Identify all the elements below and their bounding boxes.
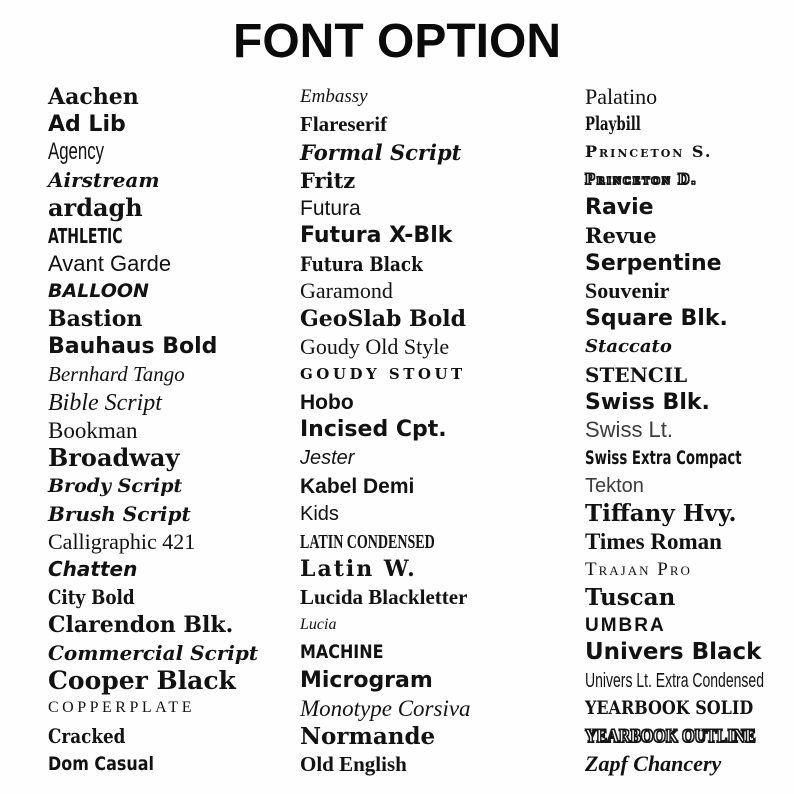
font-sample: Square Blk.	[585, 306, 728, 332]
font-sample: Microgram	[300, 667, 433, 693]
font-sample: Palatino	[585, 83, 658, 109]
font-sample: Commercial Script	[48, 640, 259, 665]
font-sample: Bible Script	[48, 389, 162, 416]
font-sample: Chatten	[48, 557, 138, 582]
font-sample: Tekton	[585, 475, 644, 498]
font-sample: Garamond	[300, 278, 393, 304]
font-sample: Dom Casual	[48, 752, 154, 775]
font-sample: Hobo	[300, 391, 354, 415]
font-sample: Avant Garde	[48, 250, 172, 276]
font-sample: MACHINE	[300, 641, 384, 664]
font-sample: Goudy Old Style	[300, 334, 450, 360]
font-sample: Brody Script	[48, 474, 183, 497]
font-sample: Tiffany Hvy.	[585, 500, 737, 528]
font-sample: Clarendon Blk.	[48, 612, 234, 639]
font-sample: Broadway	[48, 443, 180, 473]
font-sample: City Bold	[48, 585, 135, 610]
font-sample: Futura	[300, 196, 361, 220]
font-sample: Souvenir	[585, 278, 670, 304]
font-sample: Cracked	[48, 724, 126, 749]
page-title: FONT OPTION	[233, 15, 561, 68]
font-sample: YEARBOOK OUTLINE	[585, 725, 756, 747]
font-sample: Bastion	[48, 306, 143, 333]
font-sample: YEARBOOK SOLID	[585, 696, 754, 719]
font-sample: Lucida Blackletter	[300, 584, 468, 609]
font-sample: Incised Cpt.	[300, 417, 447, 443]
font-sample: ardagh	[48, 193, 143, 223]
font-sample: Brush Script	[48, 501, 191, 526]
font-sample: Bernhard Tango	[48, 362, 185, 387]
font-sample: Flareserif	[300, 112, 388, 137]
font-sample: Univers Black	[585, 639, 762, 666]
font-sample: Staccato	[585, 336, 672, 358]
font-sample: Kabel Demi	[300, 474, 415, 498]
font-sample: Swiss Blk.	[585, 389, 710, 415]
font-sample: Agency	[48, 138, 105, 166]
font-sample: COPPERPLATE	[48, 699, 195, 717]
font-sample: GeoSlab Bold	[300, 306, 467, 333]
font-column-2	[265, 83, 530, 778]
font-sample: LATIN CONDENSED	[300, 530, 435, 553]
font-sample: Princeton D.	[585, 171, 698, 189]
font-column-3	[530, 83, 794, 778]
font-sample: Formal Script	[300, 139, 462, 165]
font-sample: Revue	[585, 223, 657, 249]
font-sample: Times Roman	[585, 529, 722, 555]
font-sample: Lucia	[300, 616, 337, 634]
font-sample: Cooper Black	[48, 666, 236, 696]
font-sample: ATHLETIC	[48, 223, 123, 248]
font-sample: Zapf Chancery	[585, 751, 722, 777]
font-sample: Ad Lib	[48, 111, 126, 137]
font-sample: Latin W.	[300, 556, 417, 583]
font-sample: Futura X-Blk	[300, 222, 453, 248]
font-sample: Aachen	[48, 83, 139, 110]
font-columns	[0, 83, 794, 778]
font-sample: Old English	[300, 751, 407, 776]
font-sample: Futura Black	[300, 251, 423, 276]
font-sample: STENCIL	[585, 362, 688, 387]
font-sample: Bookman	[48, 417, 138, 443]
font-sample: GOUDY STOUT	[300, 365, 466, 384]
font-sample: Kids	[300, 502, 339, 525]
font-column-1	[0, 83, 265, 778]
font-sample: Ravie	[585, 195, 654, 221]
font-sample: Trajan Pro	[585, 558, 692, 580]
font-sample: Swiss Extra Compact	[585, 446, 742, 469]
font-sample: Serpentine	[585, 250, 722, 276]
font-sample: Princeton S.	[585, 142, 713, 162]
font-sample: UMBRA	[585, 614, 666, 636]
font-sample: BALLOON	[48, 279, 149, 302]
font-sample: Airstream	[48, 168, 160, 193]
font-sample: Normande	[300, 722, 436, 750]
font-sample: Bauhaus Bold	[48, 334, 218, 360]
font-sample: Univers Lt. Extra Condensed	[585, 669, 764, 692]
font-sample: Jester	[300, 447, 355, 470]
font-sample: Calligraphic 421	[48, 528, 196, 554]
font-sample: Tuscan	[585, 583, 676, 611]
font-sample: Playbill	[585, 113, 641, 136]
font-sample: Monotype Corsiva	[300, 695, 471, 721]
font-sample: Embassy	[300, 86, 368, 108]
font-sample: Fritz	[300, 167, 356, 193]
font-sample: Swiss Lt.	[585, 417, 674, 443]
